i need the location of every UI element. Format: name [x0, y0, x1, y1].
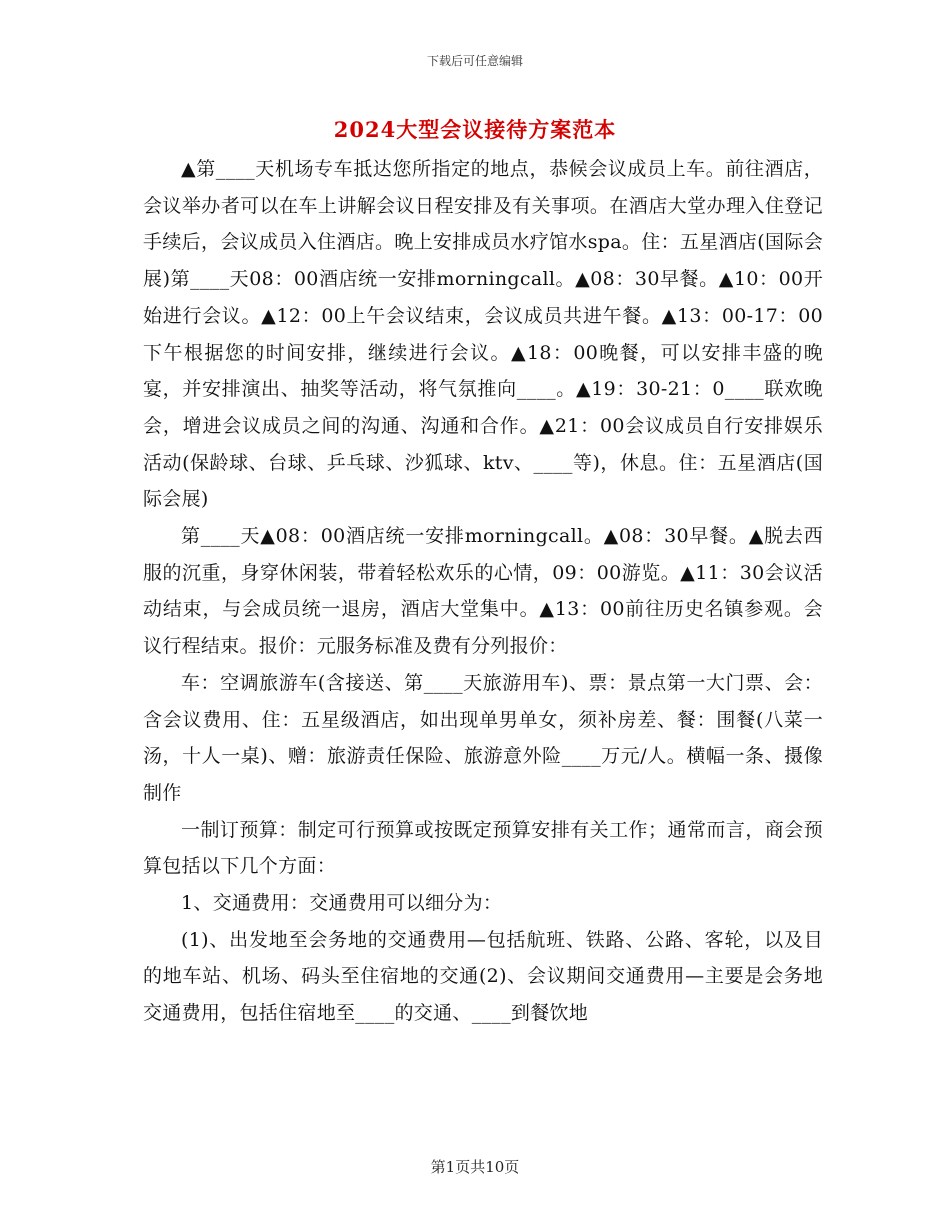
paragraph: 一制订预算：制定可行预算或按既定预算安排有关工作；通常而言，商会预算包括以下几个方面：: [143, 818, 823, 878]
paragraph: (1)、出发地至会务地的交通费用—包括航班、铁路、公路、客轮，以及目的地车站、机场、码头至住宿地的交通(2)、会议期间交通费用—主要是会务地交通费用，包括住宿地至____的交通、____到餐饮地: [143, 928, 823, 1025]
document-title: 2024大型会议接待方案范本: [333, 117, 617, 142]
page-footer-page-number: 第1页共10页: [430, 1158, 520, 1176]
paragraph: ▲第____天机场专车抵达您所指定的地点，恭候会议成员上车。前往酒店，会议举办者可以在车上讲解会议日程安排及有关事项。在酒店大堂办理入住登记手续后，会议成员入住酒店。晚上安排成员水疗馆水spa。住：五星酒店(国际会展)第____天08：00酒店统一安排morningcall。▲08：30早餐。▲10：00开始进行会议。▲12：00上午会议结束，会议成员共进午餐。▲13：00-17：00下午根据您的时间安排，继续进行会议。▲18：00晚餐，可以安排丰盛的晚宴，并安排演出、抽奖等活动，将气氛推向____。▲19：30-21：0____联欢晚会，增进会议成员之间的沟通、沟通和合作。▲21：00会议成员自行安排娱乐活动(保龄球、台球、乒乓球、沙狐球、ktv、____等)，休息。住：五星酒店(国际会展): [143, 158, 823, 511]
document-body: [143, 151, 823, 1032]
paragraph: 车：空调旅游车(含接送、第____天旅游用车)、票：景点第一大门票、会：含会议费用、住：五星级酒店，如出现单男单女，须补房差、餐：围餐(八菜一汤，十人一桌)、赠：旅游责任保险、旅游意外险____万元/人。横幅一条、摄像制作: [143, 671, 823, 804]
paragraph: 第____天▲08：00酒店统一安排morningcall。▲08：30早餐。▲脱去西服的沉重，身穿休闲装，带着轻松欢乐的心情，09：00游览。▲11：30会议活动结束，与会成员统一退房，酒店大堂集中。▲13：00前往历史名镇参观。会议行程结束。报价：元服务标准及费有分列报价：: [143, 525, 823, 658]
paragraph: 1、交通费用：交通费用可以细分为：: [181, 892, 503, 915]
page-header-note: 下载后可任意编辑: [426, 54, 523, 68]
